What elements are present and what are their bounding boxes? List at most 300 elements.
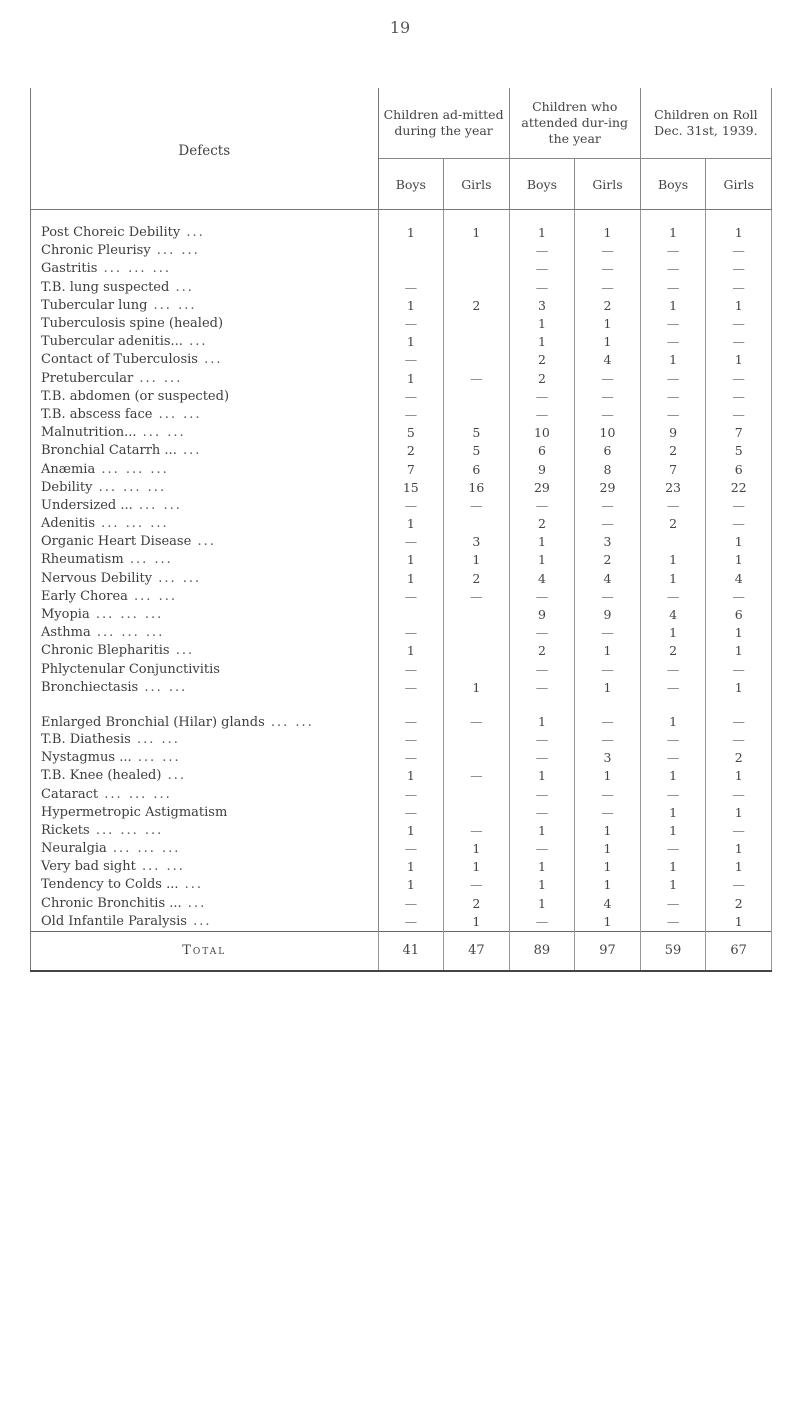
cell-boys-admitted: 1 xyxy=(378,515,444,533)
header-attended: Children who attended dur-ing the year xyxy=(509,88,640,159)
total-boys-admitted: 41 xyxy=(378,931,444,971)
cell-girls-on-roll: 1 xyxy=(706,858,772,876)
cell-boys-admitted: 1 xyxy=(378,858,444,876)
cell-boys-on-roll: 1 xyxy=(640,804,706,822)
cell-boys-admitted: — xyxy=(378,804,444,822)
cell-boys-admitted: 1 xyxy=(378,570,444,588)
cell-girls-on-roll: 1 xyxy=(706,804,772,822)
cell-boys-on-roll: — xyxy=(640,260,706,278)
cell-boys-admitted: — xyxy=(378,697,444,731)
defect-name: Bronchial Catarrh ... xyxy=(41,443,177,459)
leader-dots: ... ... xyxy=(264,714,314,730)
leader-dots: ... ... xyxy=(138,679,188,695)
cell-boys-attended: — xyxy=(509,279,575,297)
cell-girls-attended: — xyxy=(575,242,641,260)
defect-label xyxy=(31,858,379,876)
cell-boys-on-roll: 1 xyxy=(640,570,706,588)
header-girls-on-roll: Girls xyxy=(706,159,772,210)
leader-dots: ... ... xyxy=(147,297,197,313)
defect-name: Bronchiectasis xyxy=(41,679,139,695)
defect-label xyxy=(31,913,379,932)
cell-girls-on-roll: — xyxy=(706,661,772,679)
leader-dots: ... xyxy=(169,279,194,295)
cell-girls-admitted xyxy=(444,785,510,803)
table-row xyxy=(31,260,772,278)
cell-boys-on-roll: — xyxy=(640,913,706,932)
cell-girls-on-roll: 4 xyxy=(706,570,772,588)
defect-label xyxy=(31,333,379,351)
cell-girls-attended: 9 xyxy=(575,606,641,624)
cell-girls-attended: — xyxy=(575,370,641,388)
total-girls-on-roll: 67 xyxy=(706,931,772,971)
cell-girls-attended: — xyxy=(575,804,641,822)
cell-girls-admitted xyxy=(444,315,510,333)
cell-boys-on-roll: — xyxy=(640,370,706,388)
cell-girls-on-roll: 1 xyxy=(706,533,772,551)
cell-girls-on-roll: 1 xyxy=(706,351,772,369)
cell-girls-admitted: — xyxy=(444,697,510,731)
table-row xyxy=(31,297,772,315)
cell-boys-on-roll xyxy=(640,533,706,551)
cell-girls-attended: 3 xyxy=(575,749,641,767)
cell-girls-on-roll: — xyxy=(706,388,772,406)
defect-label xyxy=(31,315,379,333)
header-boys-on-roll: Boys xyxy=(640,159,706,210)
cell-boys-on-roll: — xyxy=(640,279,706,297)
defect-name: Chronic Pleurisy xyxy=(41,243,151,259)
defects-table xyxy=(30,88,772,972)
cell-girls-on-roll: — xyxy=(706,785,772,803)
cell-girls-admitted xyxy=(444,624,510,642)
defect-name: T.B. lung suspected xyxy=(41,279,170,295)
cell-girls-attended: — xyxy=(575,785,641,803)
defect-label xyxy=(31,822,379,840)
cell-girls-attended: 3 xyxy=(575,533,641,551)
cell-boys-on-roll: 1 xyxy=(640,822,706,840)
leader-dots: ... ... xyxy=(136,425,186,441)
defect-name: Very bad sight xyxy=(41,859,136,875)
cell-girls-admitted: 1 xyxy=(444,551,510,569)
cell-boys-attended: 1 xyxy=(509,822,575,840)
cell-girls-admitted xyxy=(444,661,510,679)
cell-boys-admitted: — xyxy=(378,840,444,858)
cell-boys-attended: — xyxy=(509,588,575,606)
cell-boys-on-roll: 2 xyxy=(640,515,706,533)
defect-name: T.B. abscess face xyxy=(41,406,153,422)
cell-girls-on-roll: 1 xyxy=(706,551,772,569)
cell-boys-admitted: — xyxy=(378,661,444,679)
cell-girls-on-roll: 2 xyxy=(706,749,772,767)
total-boys-on-roll: 59 xyxy=(640,931,706,971)
cell-girls-admitted: 1 xyxy=(444,679,510,697)
cell-girls-attended: 1 xyxy=(575,858,641,876)
defect-name: Chronic Blepharitis xyxy=(41,643,170,659)
cell-boys-on-roll: 4 xyxy=(640,606,706,624)
defect-name: Enlarged Bronchial (Hilar) glands xyxy=(41,714,265,730)
defect-name: Rheumatism xyxy=(41,552,124,568)
table-row xyxy=(31,749,772,767)
defect-name: Old Infantile Paralysis xyxy=(41,913,187,929)
cell-boys-attended: — xyxy=(509,731,575,749)
defect-name: Tuberculosis spine (healed) xyxy=(41,316,224,332)
cell-boys-on-roll: — xyxy=(640,785,706,803)
leader-dots: ... ... ... xyxy=(92,479,167,495)
cell-girls-attended: — xyxy=(575,624,641,642)
cell-boys-admitted: 1 xyxy=(378,767,444,785)
table-row xyxy=(31,606,772,624)
cell-girls-attended: 1 xyxy=(575,642,641,660)
table-row xyxy=(31,533,772,551)
defect-name: Adenitis xyxy=(41,516,95,532)
cell-boys-attended: 2 xyxy=(509,642,575,660)
cell-boys-admitted: 1 xyxy=(378,822,444,840)
cell-girls-on-roll: 22 xyxy=(706,479,772,497)
table-row xyxy=(31,479,772,497)
defect-name: Anæmia xyxy=(41,461,96,477)
leader-dots: ... ... ... xyxy=(90,625,165,641)
defect-name: Rickets xyxy=(41,822,90,838)
cell-boys-admitted: 5 xyxy=(378,424,444,442)
cell-girls-admitted: 1 xyxy=(444,840,510,858)
cell-boys-admitted: — xyxy=(378,497,444,515)
cell-girls-admitted: 1 xyxy=(444,858,510,876)
cell-boys-on-roll: 1 xyxy=(640,858,706,876)
cell-girls-on-roll: 5 xyxy=(706,442,772,460)
cell-girls-admitted: 6 xyxy=(444,460,510,478)
leader-dots: ... ... xyxy=(133,370,183,386)
defect-label xyxy=(31,767,379,785)
cell-boys-admitted: — xyxy=(378,785,444,803)
leader-dots: ... xyxy=(191,534,216,550)
leader-dots: ... xyxy=(161,768,186,784)
leader-dots: ... xyxy=(181,895,207,911)
cell-boys-admitted: — xyxy=(378,279,444,297)
table-row xyxy=(31,895,772,913)
cell-girls-on-roll: 6 xyxy=(706,460,772,478)
cell-boys-attended: 1 xyxy=(509,333,575,351)
table-row xyxy=(31,661,772,679)
cell-girls-on-roll: — xyxy=(706,260,772,278)
defect-label xyxy=(31,442,379,460)
total-boys-attended: 89 xyxy=(509,931,575,971)
cell-girls-attended: 1 xyxy=(575,333,641,351)
cell-boys-on-roll: 1 xyxy=(640,210,706,243)
leader-dots: ... ... xyxy=(127,588,177,604)
cell-girls-attended: 1 xyxy=(575,210,641,243)
leader-dots: ... ... ... xyxy=(89,822,164,838)
cell-girls-attended: 4 xyxy=(575,351,641,369)
leader-dots: ... xyxy=(176,443,202,459)
cell-girls-admitted xyxy=(444,388,510,406)
defect-name: Debility xyxy=(41,479,93,495)
defect-label xyxy=(31,497,379,515)
cell-boys-attended: — xyxy=(509,840,575,858)
cell-boys-attended: 3 xyxy=(509,297,575,315)
leader-dots: ... ... xyxy=(132,497,182,513)
defect-label xyxy=(31,460,379,478)
cell-girls-attended: — xyxy=(575,588,641,606)
cell-boys-on-roll: 23 xyxy=(640,479,706,497)
cell-girls-attended: 1 xyxy=(575,876,641,894)
defect-label xyxy=(31,210,379,243)
table-row xyxy=(31,642,772,660)
leader-dots: ... xyxy=(182,334,208,350)
cell-boys-admitted: — xyxy=(378,388,444,406)
cell-boys-attended: 1 xyxy=(509,210,575,243)
defect-label xyxy=(31,351,379,369)
table-row xyxy=(31,858,772,876)
defect-label xyxy=(31,515,379,533)
cell-girls-on-roll: 1 xyxy=(706,297,772,315)
leader-dots: ... xyxy=(197,352,223,368)
defect-label xyxy=(31,533,379,551)
cell-boys-admitted: 1 xyxy=(378,876,444,894)
cell-boys-attended: 1 xyxy=(509,551,575,569)
defect-label xyxy=(31,895,379,913)
cell-boys-attended: — xyxy=(509,804,575,822)
cell-girls-admitted xyxy=(444,242,510,260)
cell-girls-on-roll: — xyxy=(706,315,772,333)
cell-girls-on-roll: 1 xyxy=(706,767,772,785)
cell-girls-admitted xyxy=(444,606,510,624)
cell-girls-on-roll: 7 xyxy=(706,424,772,442)
defect-name: Myopia xyxy=(41,607,90,623)
defect-name: Asthma xyxy=(41,625,91,641)
defect-label xyxy=(31,697,379,731)
cell-boys-admitted: 1 xyxy=(378,210,444,243)
cell-girls-on-roll: — xyxy=(706,876,772,894)
cell-girls-on-roll: — xyxy=(706,370,772,388)
defect-name: Tendency to Colds ... xyxy=(41,877,179,893)
cell-boys-attended: 1 xyxy=(509,767,575,785)
cell-girls-attended: — xyxy=(575,406,641,424)
total-label: Total xyxy=(31,931,379,971)
cell-girls-admitted xyxy=(444,279,510,297)
cell-boys-attended: 2 xyxy=(509,370,575,388)
cell-boys-attended: 1 xyxy=(509,895,575,913)
cell-boys-on-roll: 2 xyxy=(640,442,706,460)
cell-girls-attended: — xyxy=(575,260,641,278)
cell-girls-on-roll: 1 xyxy=(706,913,772,932)
cell-girls-admitted: 5 xyxy=(444,424,510,442)
cell-boys-attended: — xyxy=(509,749,575,767)
cell-boys-attended: — xyxy=(509,260,575,278)
defect-name: Contact of Tuberculosis xyxy=(41,352,198,368)
defect-name: Neuralgia xyxy=(41,841,107,857)
cell-boys-on-roll: — xyxy=(640,388,706,406)
cell-girls-admitted: — xyxy=(444,767,510,785)
table-row xyxy=(31,767,772,785)
defect-name: Organic Heart Disease xyxy=(41,534,192,550)
cell-girls-admitted: — xyxy=(444,588,510,606)
cell-boys-attended: — xyxy=(509,242,575,260)
defect-label xyxy=(31,406,379,424)
cell-girls-admitted: — xyxy=(444,497,510,515)
cell-girls-admitted xyxy=(444,260,510,278)
cell-girls-attended: — xyxy=(575,279,641,297)
cell-girls-on-roll: — xyxy=(706,279,772,297)
cell-girls-attended: — xyxy=(575,731,641,749)
cell-boys-on-roll: 1 xyxy=(640,876,706,894)
cell-girls-on-roll: — xyxy=(706,731,772,749)
table-row xyxy=(31,731,772,749)
cell-boys-on-roll: — xyxy=(640,588,706,606)
table-row xyxy=(31,913,772,932)
defect-name: T.B. abdomen (or suspected) xyxy=(41,388,230,404)
cell-boys-on-roll: — xyxy=(640,749,706,767)
cell-boys-attended: — xyxy=(509,679,575,697)
table-row xyxy=(31,351,772,369)
cell-girls-on-roll: — xyxy=(706,497,772,515)
table-row xyxy=(31,840,772,858)
cell-boys-admitted: — xyxy=(378,624,444,642)
cell-boys-admitted xyxy=(378,606,444,624)
cell-girls-on-roll: — xyxy=(706,406,772,424)
cell-boys-attended: — xyxy=(509,913,575,932)
cell-boys-attended: — xyxy=(509,661,575,679)
cell-girls-admitted xyxy=(444,731,510,749)
defect-label xyxy=(31,624,379,642)
leader-dots: ... ... xyxy=(130,731,180,747)
table-body xyxy=(31,210,772,971)
cell-girls-admitted: 2 xyxy=(444,570,510,588)
cell-girls-admitted: 2 xyxy=(444,297,510,315)
defect-name: Nystagmus ... xyxy=(41,750,132,766)
defect-name: Tubercular adenitis... xyxy=(41,334,183,350)
cell-girls-attended: 1 xyxy=(575,840,641,858)
leader-dots: ... ... xyxy=(152,406,202,422)
header-girls-attended: Girls xyxy=(575,159,641,210)
cell-girls-attended: — xyxy=(575,515,641,533)
cell-girls-admitted: 1 xyxy=(444,913,510,932)
cell-boys-admitted: — xyxy=(378,588,444,606)
defect-name: Chronic Bronchitis ... xyxy=(41,895,182,911)
cell-girls-admitted xyxy=(444,642,510,660)
cell-girls-admitted xyxy=(444,351,510,369)
defect-label xyxy=(31,588,379,606)
cell-girls-admitted: — xyxy=(444,822,510,840)
defect-label xyxy=(31,840,379,858)
defect-label xyxy=(31,642,379,660)
cell-girls-on-roll: — xyxy=(706,697,772,731)
defect-label xyxy=(31,279,379,297)
cell-boys-admitted: 7 xyxy=(378,460,444,478)
cell-girls-attended: 1 xyxy=(575,315,641,333)
cell-boys-attended: — xyxy=(509,785,575,803)
cell-girls-attended: — xyxy=(575,388,641,406)
table-row xyxy=(31,876,772,894)
cell-girls-admitted: 3 xyxy=(444,533,510,551)
cell-boys-on-roll: 1 xyxy=(640,697,706,731)
defect-label xyxy=(31,679,379,697)
total-girls-attended: 97 xyxy=(575,931,641,971)
table-row xyxy=(31,624,772,642)
header-boys-attended: Boys xyxy=(509,159,575,210)
defect-label xyxy=(31,749,379,767)
cell-boys-on-roll: 9 xyxy=(640,424,706,442)
header-defects: Defects xyxy=(31,88,379,210)
table-row xyxy=(31,315,772,333)
cell-boys-on-roll: 1 xyxy=(640,624,706,642)
defect-label xyxy=(31,370,379,388)
defect-label xyxy=(31,804,379,822)
cell-girls-admitted xyxy=(444,804,510,822)
leader-dots: ... xyxy=(169,643,195,659)
cell-girls-admitted: — xyxy=(444,876,510,894)
defect-name: Cataract xyxy=(41,786,99,802)
table-row xyxy=(31,822,772,840)
cell-girls-attended: 6 xyxy=(575,442,641,460)
cell-girls-admitted: 2 xyxy=(444,895,510,913)
cell-boys-on-roll: — xyxy=(640,497,706,515)
cell-girls-on-roll: — xyxy=(706,333,772,351)
leader-dots: ... xyxy=(178,877,204,893)
table-row xyxy=(31,210,772,243)
cell-boys-attended: 9 xyxy=(509,606,575,624)
header-admitted: Children ad-mitted during the year xyxy=(378,88,509,159)
defect-name: T.B. Knee (healed) xyxy=(41,768,162,784)
cell-boys-admitted: — xyxy=(378,895,444,913)
header-boys-admitted: Boys xyxy=(378,159,444,210)
leader-dots: ... ... ... xyxy=(95,461,169,477)
defect-name: Gastritis xyxy=(41,261,98,277)
cell-boys-admitted: 2 xyxy=(378,442,444,460)
cell-girls-attended: 29 xyxy=(575,479,641,497)
cell-boys-attended: 1 xyxy=(509,533,575,551)
cell-boys-admitted xyxy=(378,242,444,260)
cell-boys-admitted: — xyxy=(378,351,444,369)
cell-boys-on-roll: 7 xyxy=(640,460,706,478)
leader-dots: ... ... ... xyxy=(106,841,181,857)
cell-boys-attended: — xyxy=(509,406,575,424)
cell-boys-on-roll: — xyxy=(640,840,706,858)
leader-dots: ... ... xyxy=(150,243,200,259)
cell-girls-attended: 4 xyxy=(575,895,641,913)
cell-boys-on-roll: 1 xyxy=(640,297,706,315)
leader-dots: ... ... xyxy=(131,750,181,766)
cell-boys-on-roll: — xyxy=(640,315,706,333)
cell-girls-admitted xyxy=(444,406,510,424)
cell-boys-attended: — xyxy=(509,388,575,406)
defect-name: Undersized ... xyxy=(41,497,133,513)
defect-label xyxy=(31,606,379,624)
cell-girls-on-roll: — xyxy=(706,588,772,606)
table-row xyxy=(31,497,772,515)
table-row xyxy=(31,515,772,533)
defect-label xyxy=(31,876,379,894)
cell-boys-on-roll: — xyxy=(640,242,706,260)
cell-girls-attended: 1 xyxy=(575,679,641,697)
cell-boys-attended: 10 xyxy=(509,424,575,442)
table-row xyxy=(31,333,772,351)
cell-boys-admitted: 1 xyxy=(378,642,444,660)
leader-dots: ... ... ... xyxy=(95,516,169,532)
cell-boys-on-roll: — xyxy=(640,679,706,697)
cell-boys-admitted: — xyxy=(378,679,444,697)
table-row xyxy=(31,697,772,731)
table-row xyxy=(31,460,772,478)
cell-boys-on-roll: 1 xyxy=(640,351,706,369)
defect-name: Post Choreic Debility xyxy=(41,225,181,241)
cell-boys-admitted: — xyxy=(378,315,444,333)
table-row xyxy=(31,424,772,442)
defect-label xyxy=(31,424,379,442)
defect-label xyxy=(31,297,379,315)
table-row xyxy=(31,804,772,822)
cell-boys-attended: 9 xyxy=(509,460,575,478)
cell-girls-on-roll: 1 xyxy=(706,624,772,642)
cell-girls-on-roll: 1 xyxy=(706,840,772,858)
